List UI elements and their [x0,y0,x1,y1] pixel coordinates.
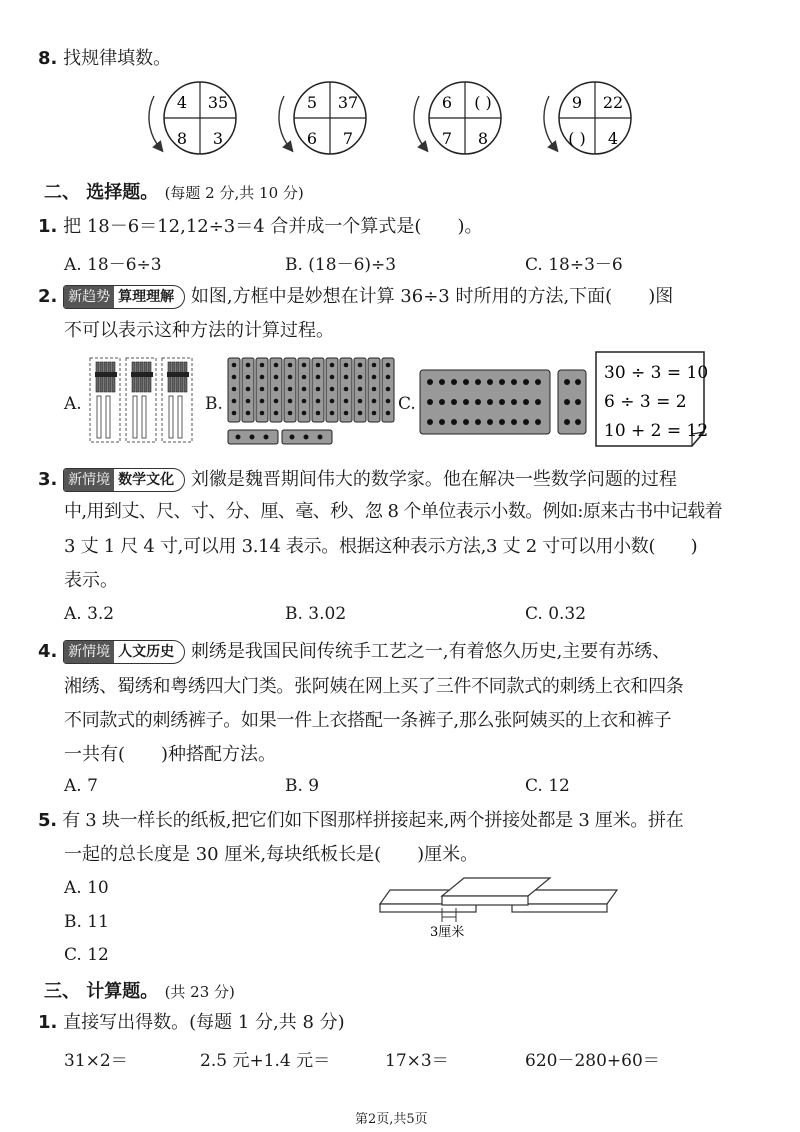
question-text-line2: 一起的总长度是 30 厘米,每块纸板长是( )厘米。 [64,844,479,865]
ten-dot-bar [228,358,240,422]
section-title: 三、 计算题。 [44,981,159,1002]
calc-item[interactable]: 31×2＝ [64,1051,128,1071]
circle-number: 9 [571,93,583,112]
question-2-5 [38,806,683,836]
small-dot-bar [228,430,278,444]
option-a[interactable]: A. 3.2 [64,604,115,624]
question-text: 刺绣是我国民间传统手工艺之一,有着悠久历史,主要有苏绣、 [190,641,671,662]
dot-grid-small [558,370,586,434]
ten-dot-bar [368,358,380,422]
dot-bars-figure [226,356,396,448]
question-text-line3: 3 丈 1 尺 4 寸,可以用 3.14 表示。根据这种表示方法,3 丈 2 寸可以用小数( ) [64,536,698,557]
circle-number: 7 [342,129,354,148]
question-text: 找规律填数。 [63,48,172,69]
dot-grid-figure [418,368,593,438]
option-a[interactable]: A. 7 [64,776,98,796]
stick-bundle [162,358,192,442]
question-text: 直接写出得数。(每题 1 分,共 8 分) [63,1012,345,1033]
ten-dot-bar [326,358,338,422]
question-text: 刘徽是魏晋期间伟大的数学家。他在解决一些数学问题的过程 [190,469,677,490]
ten-dot-bar [242,358,254,422]
section-2-heading [44,178,304,204]
dot-grid-main [420,370,550,434]
question-text-line4: 表示。 [64,570,118,591]
rotation-arrow-icon [414,96,425,148]
option-c[interactable]: C. 12 [64,945,109,965]
pattern-circle [149,82,236,154]
calculation-box [594,350,709,450]
ten-dot-bar [340,358,352,422]
question-2-1 [38,212,482,242]
question-number: 1. [38,1012,58,1033]
rotation-arrow-icon [544,96,555,148]
calc-line-3: 10 + 2 = 12 [604,421,709,441]
rotation-arrow-icon [149,96,160,148]
question-text: 把 18－6＝12,12÷3＝4 合并成一个算式是( )。 [63,216,483,237]
question-text: 有 3 块一样长的纸板,把它们如下图那样拼接起来,两个拼接处都是 3 厘米。拼在 [62,810,684,831]
ten-dot-bar [256,358,268,422]
figure-label-c[interactable]: C. [398,394,416,414]
tag-label-1: 新情境 [64,641,114,663]
tag-label-2: 数学文化 [118,472,175,488]
option-c[interactable]: C. 18÷3－6 [525,255,623,275]
question-3-1 [38,1008,345,1038]
circle-number: 6 [441,93,453,112]
circle-number: 7 [441,129,453,148]
circle-number: 5 [306,93,318,112]
figure-label-a[interactable]: A. [64,394,82,414]
question-number: 3. [38,469,58,490]
calc-item[interactable]: 2.5 元+1.4 元＝ [200,1051,331,1071]
circle-number: 35 [207,93,229,112]
question-tag [63,285,185,309]
calc-line-2: 6 ÷ 3 = 2 [604,392,687,412]
figure-label-b[interactable]: B. [205,394,223,414]
question-text: 如图,方框中是妙想在计算 36÷3 时所用的方法,下面( )图 [190,286,674,307]
option-b[interactable]: B. 11 [64,912,109,932]
circle-number: 6 [306,129,318,148]
circle-number: 37 [337,93,359,112]
figure-label: 3厘米 [430,925,465,940]
tag-label-1: 新情境 [64,469,114,491]
question-2-2 [38,282,673,312]
circle-number: 4 [607,129,619,148]
stick-bundle [90,358,120,442]
rotation-arrow-icon [279,96,290,148]
question-number: 4. [38,641,58,662]
section-note: (每题 2 分,共 10 分) [164,184,304,202]
calc-line-1: 30 ÷ 3 = 10 [604,363,709,383]
question-text-line3: 不同款式的刺绣裤子。如果一件上衣搭配一条裤子,那么张阿姨买的上衣和裤子 [64,710,672,731]
circle-number[interactable]: ( ) [568,129,586,148]
stick-bundle [126,358,156,442]
section-note: (共 23 分) [164,983,235,1001]
small-dot-bar [282,430,332,444]
question-number: 5. [38,810,57,831]
circle-number[interactable]: ( ) [474,93,492,112]
tag-label-2: 算理理解 [118,289,175,305]
ten-dot-bar [270,358,282,422]
option-b[interactable]: B. (18－6)÷3 [285,255,397,275]
question-number: 8. [38,48,58,69]
ten-dot-bar [298,358,310,422]
stick-bundles-figure [88,356,198,446]
question-text-line2: 中,用到丈、尺、寸、分、厘、毫、秒、忽 8 个单位表示小数。例如:原来古书中记载着 [64,501,723,522]
question-number: 2. [38,286,58,307]
pattern-circles-figure [130,70,750,170]
ten-dot-bar [354,358,366,422]
circle-number: 3 [212,129,224,148]
circle-number: 22 [602,93,624,112]
option-c[interactable]: C. 0.32 [525,604,587,624]
section-title: 二、 选择题。 [44,182,159,203]
pattern-circle [279,82,366,154]
pattern-circle [544,82,631,154]
tag-label-2: 人文历史 [118,644,175,660]
circle-number: 4 [176,93,188,112]
circle-number: 8 [477,129,489,148]
option-c[interactable]: C. 12 [525,776,570,796]
ten-dot-bar [284,358,296,422]
question-2-3 [38,465,677,495]
question-tag [63,468,185,492]
ten-dot-bar [382,358,394,422]
section-3-heading [44,977,235,1003]
tag-label-1: 新趋势 [64,286,114,308]
page-footer: 第2页,共5页 [355,1112,428,1127]
option-b[interactable]: B. 3.02 [285,604,347,624]
calc-item[interactable]: 17×3＝ [385,1051,449,1071]
question-text-line2: 不可以表示这种方法的计算过程。 [64,320,334,341]
pattern-circle [414,82,501,154]
ten-dot-bar [312,358,324,422]
question-number: 1. [38,216,58,237]
question-2-4 [38,637,670,667]
question-text-line4: 一共有( )种搭配方法。 [64,744,277,765]
circle-number: 8 [176,129,188,148]
option-a[interactable]: A. 10 [64,878,109,898]
question-text-line2: 湘绣、蜀绣和粤绣四大门类。张阿姨在网上买了三件不同款式的刺绣上衣和四条 [64,676,684,697]
option-b[interactable]: B. 9 [285,776,320,796]
calc-item[interactable]: 620－280+60＝ [525,1051,660,1071]
option-a[interactable]: A. 18－6÷3 [64,255,162,275]
cardboard-figure [372,872,622,942]
question-tag [63,640,185,664]
